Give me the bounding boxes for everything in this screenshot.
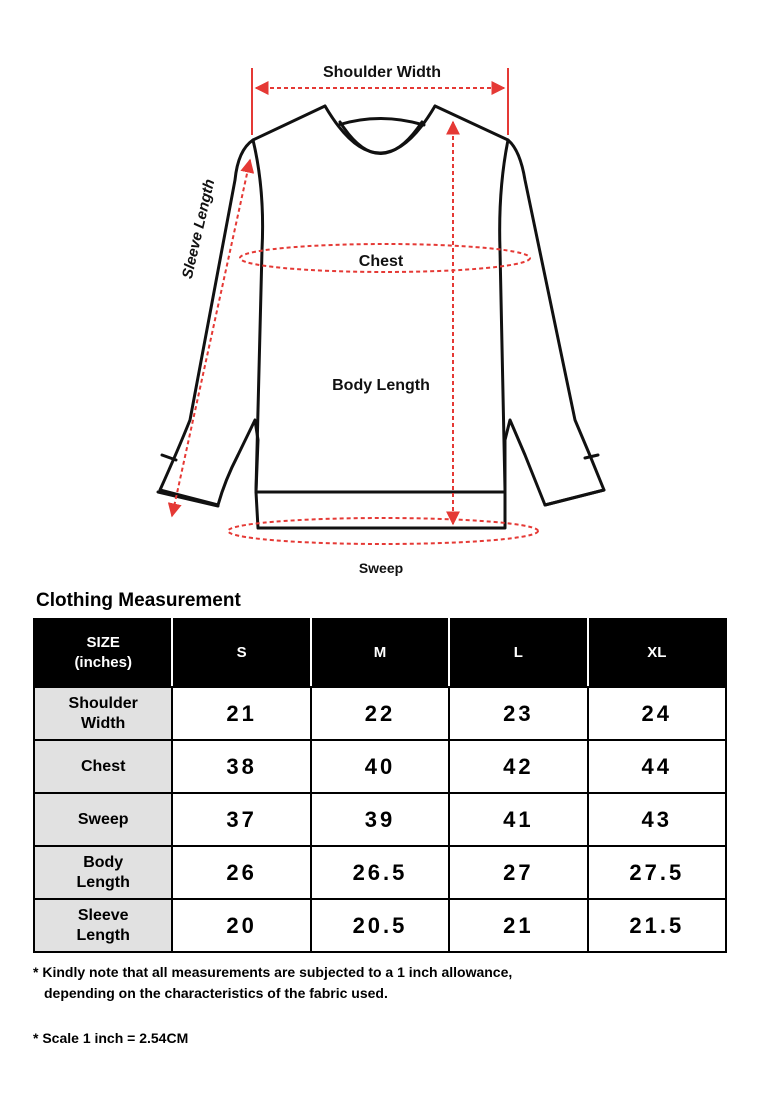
table-header-row: [34, 619, 726, 687]
table-cell: 20: [172, 899, 310, 952]
table-row: [34, 793, 726, 846]
table-row: [34, 687, 726, 740]
table-cell: 26: [172, 846, 310, 899]
table-row: [34, 899, 726, 952]
scale-note: * Scale 1 inch = 2.54CM: [33, 1030, 189, 1046]
table-cell: 21.5: [588, 899, 726, 952]
row-label-sweep: Sweep: [34, 793, 172, 846]
size-xl-header: XL: [588, 619, 726, 687]
table-cell: 39: [311, 793, 449, 846]
table-cell: 20.5: [311, 899, 449, 952]
chest-label: Chest: [358, 253, 404, 270]
row-label-sleeve-length: Sleeve Length: [34, 899, 172, 952]
table-cell: 41: [449, 793, 587, 846]
allowance-note-line2: depending on the characteristics of the fabric used.: [44, 985, 388, 1001]
row-label-shoulder-width: Shoulder Width: [34, 687, 172, 740]
table-cell: 22: [311, 687, 449, 740]
table-cell: 38: [172, 740, 310, 793]
neck-inner: [340, 122, 422, 154]
table-row: [34, 740, 726, 793]
size-l-header: L: [449, 619, 587, 687]
left-armhole: [253, 140, 263, 490]
table-cell: 26.5: [311, 846, 449, 899]
table-cell: 44: [588, 740, 726, 793]
sweatshirt-outline: [158, 106, 604, 528]
table-cell: 27.5: [588, 846, 726, 899]
size-header-line1: SIZE: [86, 634, 120, 651]
sleeve-length-label: Sleeve Length: [178, 177, 219, 281]
shoulder-width-label: Shoulder Width: [322, 64, 442, 81]
section-title: Clothing Measurement: [36, 590, 241, 611]
table-cell: 43: [588, 793, 726, 846]
sweep-ellipse: [228, 518, 538, 544]
table-cell: 24: [588, 687, 726, 740]
row-label-chest: Chest: [34, 740, 172, 793]
neck-back: [338, 119, 424, 126]
body-outline: [160, 106, 604, 528]
size-m-header: M: [311, 619, 449, 687]
allowance-note-line1: * Kindly note that all measurements are subjected to a 1 inch allowance,: [33, 964, 513, 980]
left-cuff: [158, 455, 218, 506]
table-cell: 21: [172, 687, 310, 740]
table-cell: 42: [449, 740, 587, 793]
table-cell: 21: [449, 899, 587, 952]
row-label-body-length: Body Length: [34, 846, 172, 899]
sweep-label: Sweep: [358, 560, 404, 576]
sleeve-length-arrow: [172, 160, 250, 516]
table-cell: 27: [449, 846, 587, 899]
table-row: [34, 846, 726, 899]
body-length-label: Body Length: [332, 377, 430, 394]
size-chart-table: [33, 618, 727, 953]
allowance-note: [33, 962, 733, 1004]
table-cell: 23: [449, 687, 587, 740]
table-cell: 40: [311, 740, 449, 793]
size-s-header: S: [172, 619, 310, 687]
table-cell: 37: [172, 793, 310, 846]
right-cuff: [545, 455, 604, 505]
size-header-cell: [34, 619, 172, 687]
size-header-line2: (inches): [74, 654, 132, 671]
